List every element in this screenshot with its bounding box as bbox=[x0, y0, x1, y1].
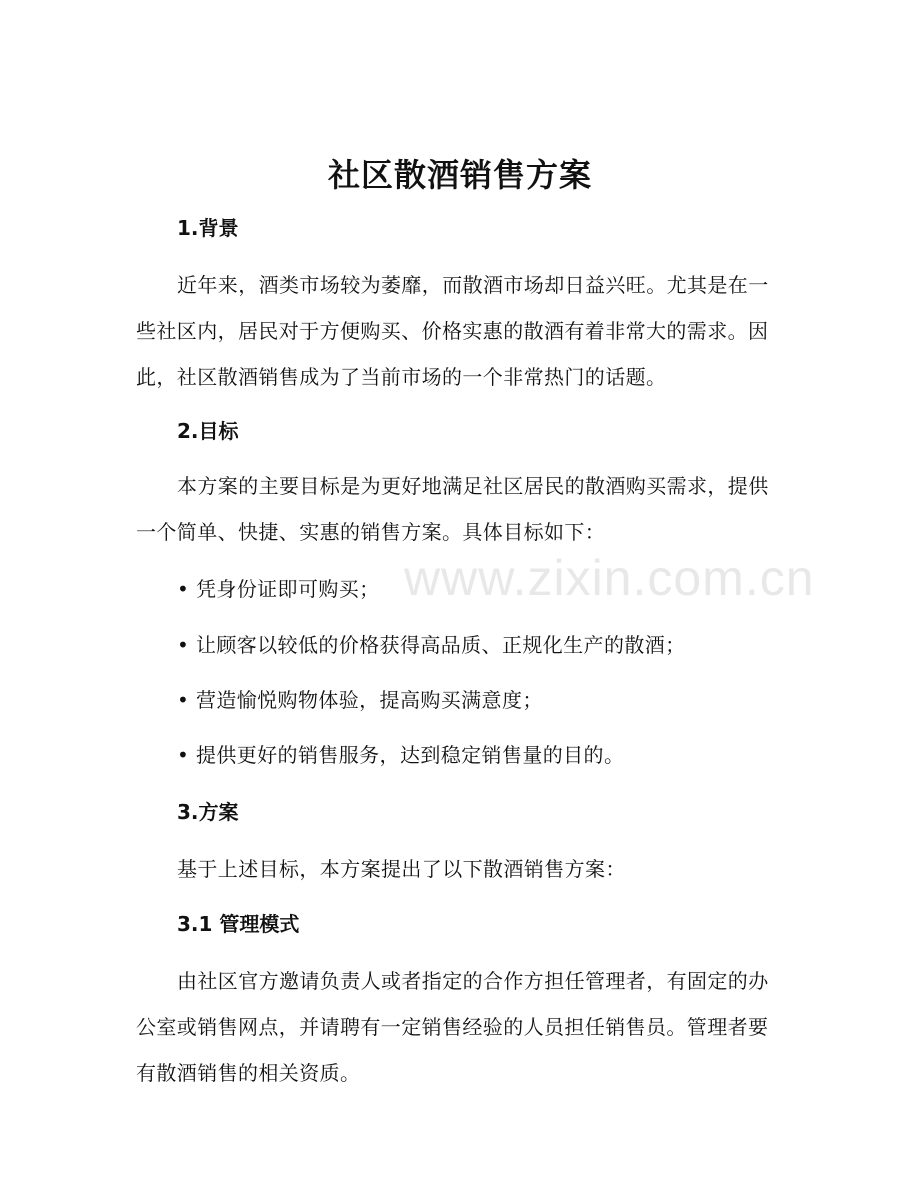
goal-bullet-2: • 让顾客以较低的价格获得高品质、正规化生产的散酒； bbox=[177, 633, 686, 657]
section-heading-management: 3.1 管理模式 bbox=[177, 912, 300, 936]
management-paragraph: 由社区官方邀请负责人或者指定的合作方担任管理者，有固定的办公室或销售网点，并请聘有一定销售经验的人员担任销售员。管理者要有散酒销售的相关资质。 bbox=[136, 969, 769, 1085]
section-heading-background: 1.背景 bbox=[177, 216, 239, 240]
document-title: 社区散酒销售方案 bbox=[327, 156, 592, 194]
goal-bullet-1: • 凭身份证即可购买； bbox=[177, 577, 380, 601]
background-paragraph: 近年来，酒类市场较为萎靡，而散酒市场却日益兴旺。尤其是在一些社区内，居民对于方便购买、价格实惠的散酒有着非常大的需求。因此，社区散酒销售成为了当前市场的一个非常热门的话题。 bbox=[136, 273, 769, 389]
section-heading-plan: 3.方案 bbox=[177, 800, 239, 824]
section-heading-goals: 2.目标 bbox=[177, 419, 239, 443]
goal-bullet-4: • 提供更好的销售服务，达到稳定销售量的目的。 bbox=[177, 743, 625, 767]
watermark: www.zixin.com.cn bbox=[404, 550, 815, 606]
goal-bullet-3: • 营造愉悦购物体验，提高购买满意度； bbox=[177, 688, 543, 712]
goals-paragraph: 本方案的主要目标是为更好地满足社区居民的散酒购买需求，提供一个简单、快捷、实惠的销售方案。具体目标如下： bbox=[136, 474, 769, 544]
plan-paragraph: 基于上述目标，本方案提出了以下散酒销售方案： bbox=[177, 857, 626, 881]
